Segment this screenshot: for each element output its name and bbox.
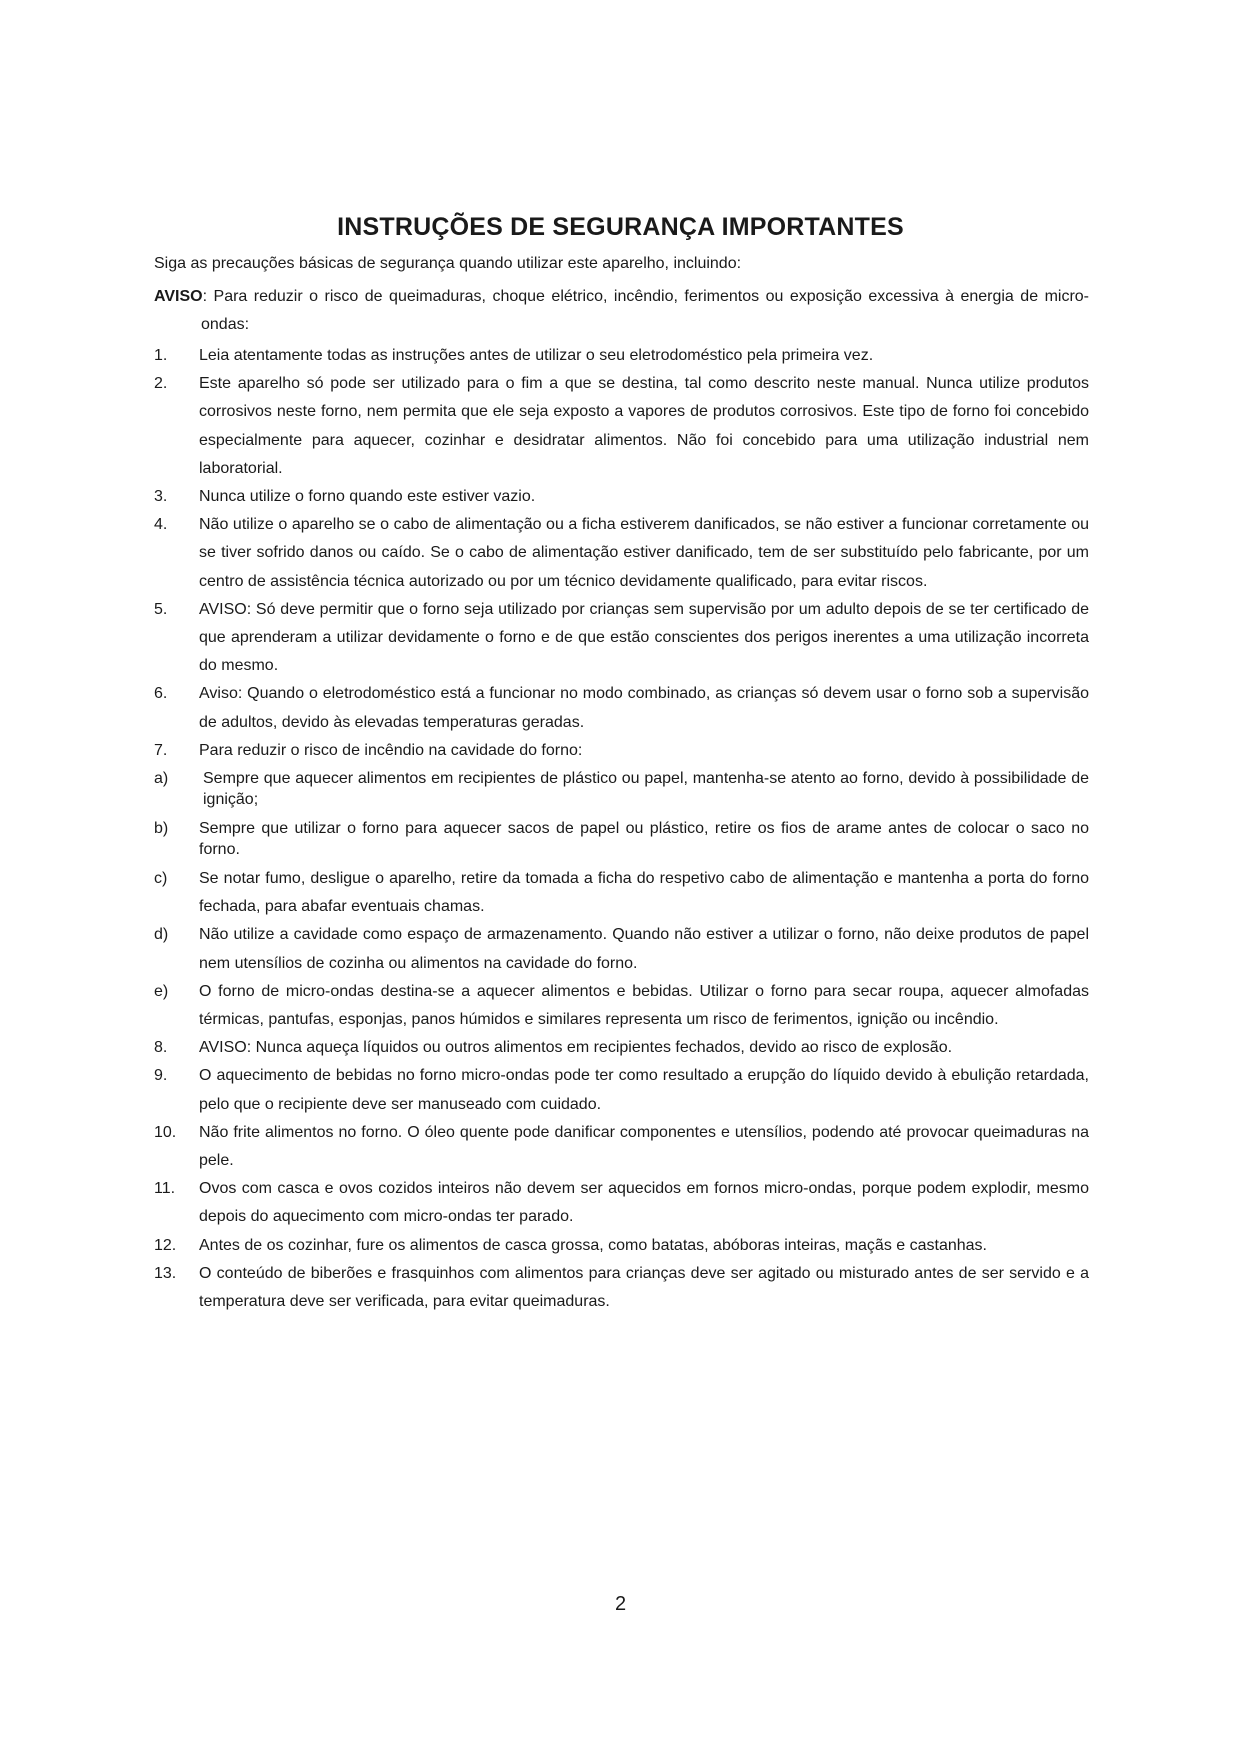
warning-text: : Para reduzir o risco de queimaduras, choque elétrico, incêndio, ferimentos ou exposição excessiva à energia de micro-ondas: xyxy=(201,288,1089,333)
page-number: 2 xyxy=(614,1593,627,1615)
sub-list-item xyxy=(154,865,1089,921)
item-number: 1. xyxy=(154,347,168,364)
item-text: Não utilize a cavidade como espaço de armazenamento. Quando não estiver a utilizar o forno, não deixe produtos de papel nem utensílios de cozinha ou alimentos na cavidade do forno. xyxy=(199,926,1089,972)
item-number: 2. xyxy=(154,375,168,393)
list-item xyxy=(154,511,1089,596)
item-text: O conteúdo de biberões e frasquinhos com alimentos para crianças deve ser agitado ou misturado antes de ser servido e a temperatura deve ser verificada, para evitar queimaduras. xyxy=(199,1264,1089,1311)
item-text: Este aparelho só pode ser utilizado para o fim a que se destina, tal como descrito neste manual. Nunca utilize produtos corrosivos neste forno, nem permita que ele seja exposto a vapores de produtos corrosivos. Este tipo de forno foi concebido especialmente para aquecer, cozinhar e desidratar alimentos. Não foi concebido para uma utilização industrial nem laboratorial. xyxy=(199,375,1089,477)
list-item xyxy=(154,680,1089,736)
item-number: 10. xyxy=(154,1123,177,1141)
sub-list-item xyxy=(154,921,1089,977)
list-item xyxy=(154,1119,1089,1175)
item-letter: d) xyxy=(154,926,169,944)
item-number: 5. xyxy=(154,600,168,618)
sub-list-item xyxy=(154,765,1089,815)
sub-list-item xyxy=(154,815,1089,865)
item-number: 3. xyxy=(154,488,168,506)
warning-label: AVISO xyxy=(154,288,203,305)
list-item xyxy=(154,1034,1089,1062)
list-item xyxy=(154,1232,1089,1260)
list-item xyxy=(154,370,1089,483)
list-item xyxy=(154,1175,1089,1231)
list-item xyxy=(154,737,1089,765)
safety-instructions xyxy=(154,254,1089,1316)
sub-list-item xyxy=(154,978,1089,1034)
item-text: O forno de micro-ondas destina-se a aquecer alimentos e bebidas. Utilizar o forno para secar roupa, aquecer almofadas térmicas, pantufas, esponjas, panos húmidos e similares representa um risco de ferimentos, ignição ou incêndio. xyxy=(199,982,1089,1029)
item-text: Sempre que utilizar o forno para aquecer sacos de papel ou plástico, retire os fios de arame antes de colocar o saco no forno. xyxy=(199,820,1089,859)
item-letter: a) xyxy=(154,770,169,788)
item-text: Para reduzir o risco de incêndio na cavidade do forno: xyxy=(199,741,583,759)
item-number: 8. xyxy=(154,1039,168,1057)
item-number: 11. xyxy=(154,1180,176,1198)
page-title: INSTRUÇÕES DE SEGURANÇA IMPORTANTES xyxy=(337,213,904,241)
item-text: Nunca utilize o forno quando este estiver vazio. xyxy=(199,488,536,506)
item-text: Leia atentamente todas as instruções antes de utilizar o seu eletrodoméstico pela primeira vez. xyxy=(199,347,874,364)
list-item xyxy=(154,483,1089,511)
item-text: Sempre que aquecer alimentos em recipientes de plástico ou papel, mantenha-se atento ao forno, devido à possibilidade de ignição; xyxy=(203,770,1089,809)
item-text: AVISO: Nunca aqueça líquidos ou outros alimentos em recipientes fechados, devido ao risco de explosão. xyxy=(199,1039,953,1057)
item-letter: e) xyxy=(154,982,169,1000)
item-text: Não utilize o aparelho se o cabo de alimentação ou a ficha estiverem danificados, se não estiver a funcionar corretamente ou se tiver sofrido danos ou caído. Se o cabo de alimentação estiver danificado, tem de ser substituído pelo fabricante, por um centro de assistência técnica autorizado ou por um técnico devidamente qualificado, para evitar riscos. xyxy=(199,516,1089,590)
intro-text: Siga as precauções básicas de segurança quando utilizar este aparelho, incluindo: xyxy=(154,255,742,272)
item-text: Ovos com casca e ovos cozidos inteiros não devem ser aquecidos em fornos micro-ondas, porque podem explodir, mesmo depois do aquecimento com micro-ondas ter parado. xyxy=(199,1180,1089,1226)
item-number: 4. xyxy=(154,516,168,534)
item-text: Se notar fumo, desligue o aparelho, retire da tomada a ficha do respetivo cabo de alimentação e mantenha a porta do forno fechada, para abafar eventuais chamas. xyxy=(199,870,1089,916)
item-number: 7. xyxy=(154,741,168,759)
item-text: O aquecimento de bebidas no forno micro-ondas pode ter como resultado a erupção do líquido devido à ebulição retardada, pelo que o recipiente deve ser manuseado com cuidado. xyxy=(199,1067,1089,1113)
item-number: 12. xyxy=(154,1236,177,1254)
item-letter: c) xyxy=(154,870,168,888)
list-item xyxy=(154,342,1089,370)
item-number: 9. xyxy=(154,1067,168,1085)
list-item xyxy=(154,1260,1089,1316)
item-text: Aviso: Quando o eletrodoméstico está a funcionar no modo combinado, as crianças só devem usar o forno sob a supervisão de adultos, devido às elevadas temperaturas geradas. xyxy=(199,685,1089,731)
list-item xyxy=(154,1062,1089,1118)
instruction-list xyxy=(154,342,1089,1316)
item-text: AVISO: Só deve permitir que o forno seja utilizado por crianças sem supervisão por um adulto depois de se ter certificado de que aprenderam a utilizar devidamente o forno e de que estão conscientes dos perigos inerentes a uma utilização incorreta do mesmo. xyxy=(199,600,1089,675)
item-number: 13. xyxy=(154,1264,177,1282)
item-text: Antes de os cozinhar, fure os alimentos de casca grossa, como batatas, abóboras inteiras, maçãs e castanhas. xyxy=(199,1236,987,1254)
item-text: Não frite alimentos no forno. O óleo quente pode danificar componentes e utensílios, podendo até provocar queimaduras na pele. xyxy=(199,1123,1089,1170)
item-letter: b) xyxy=(154,820,169,838)
list-item xyxy=(154,596,1089,681)
warning-paragraph xyxy=(154,283,1089,339)
item-number: 6. xyxy=(154,685,168,703)
